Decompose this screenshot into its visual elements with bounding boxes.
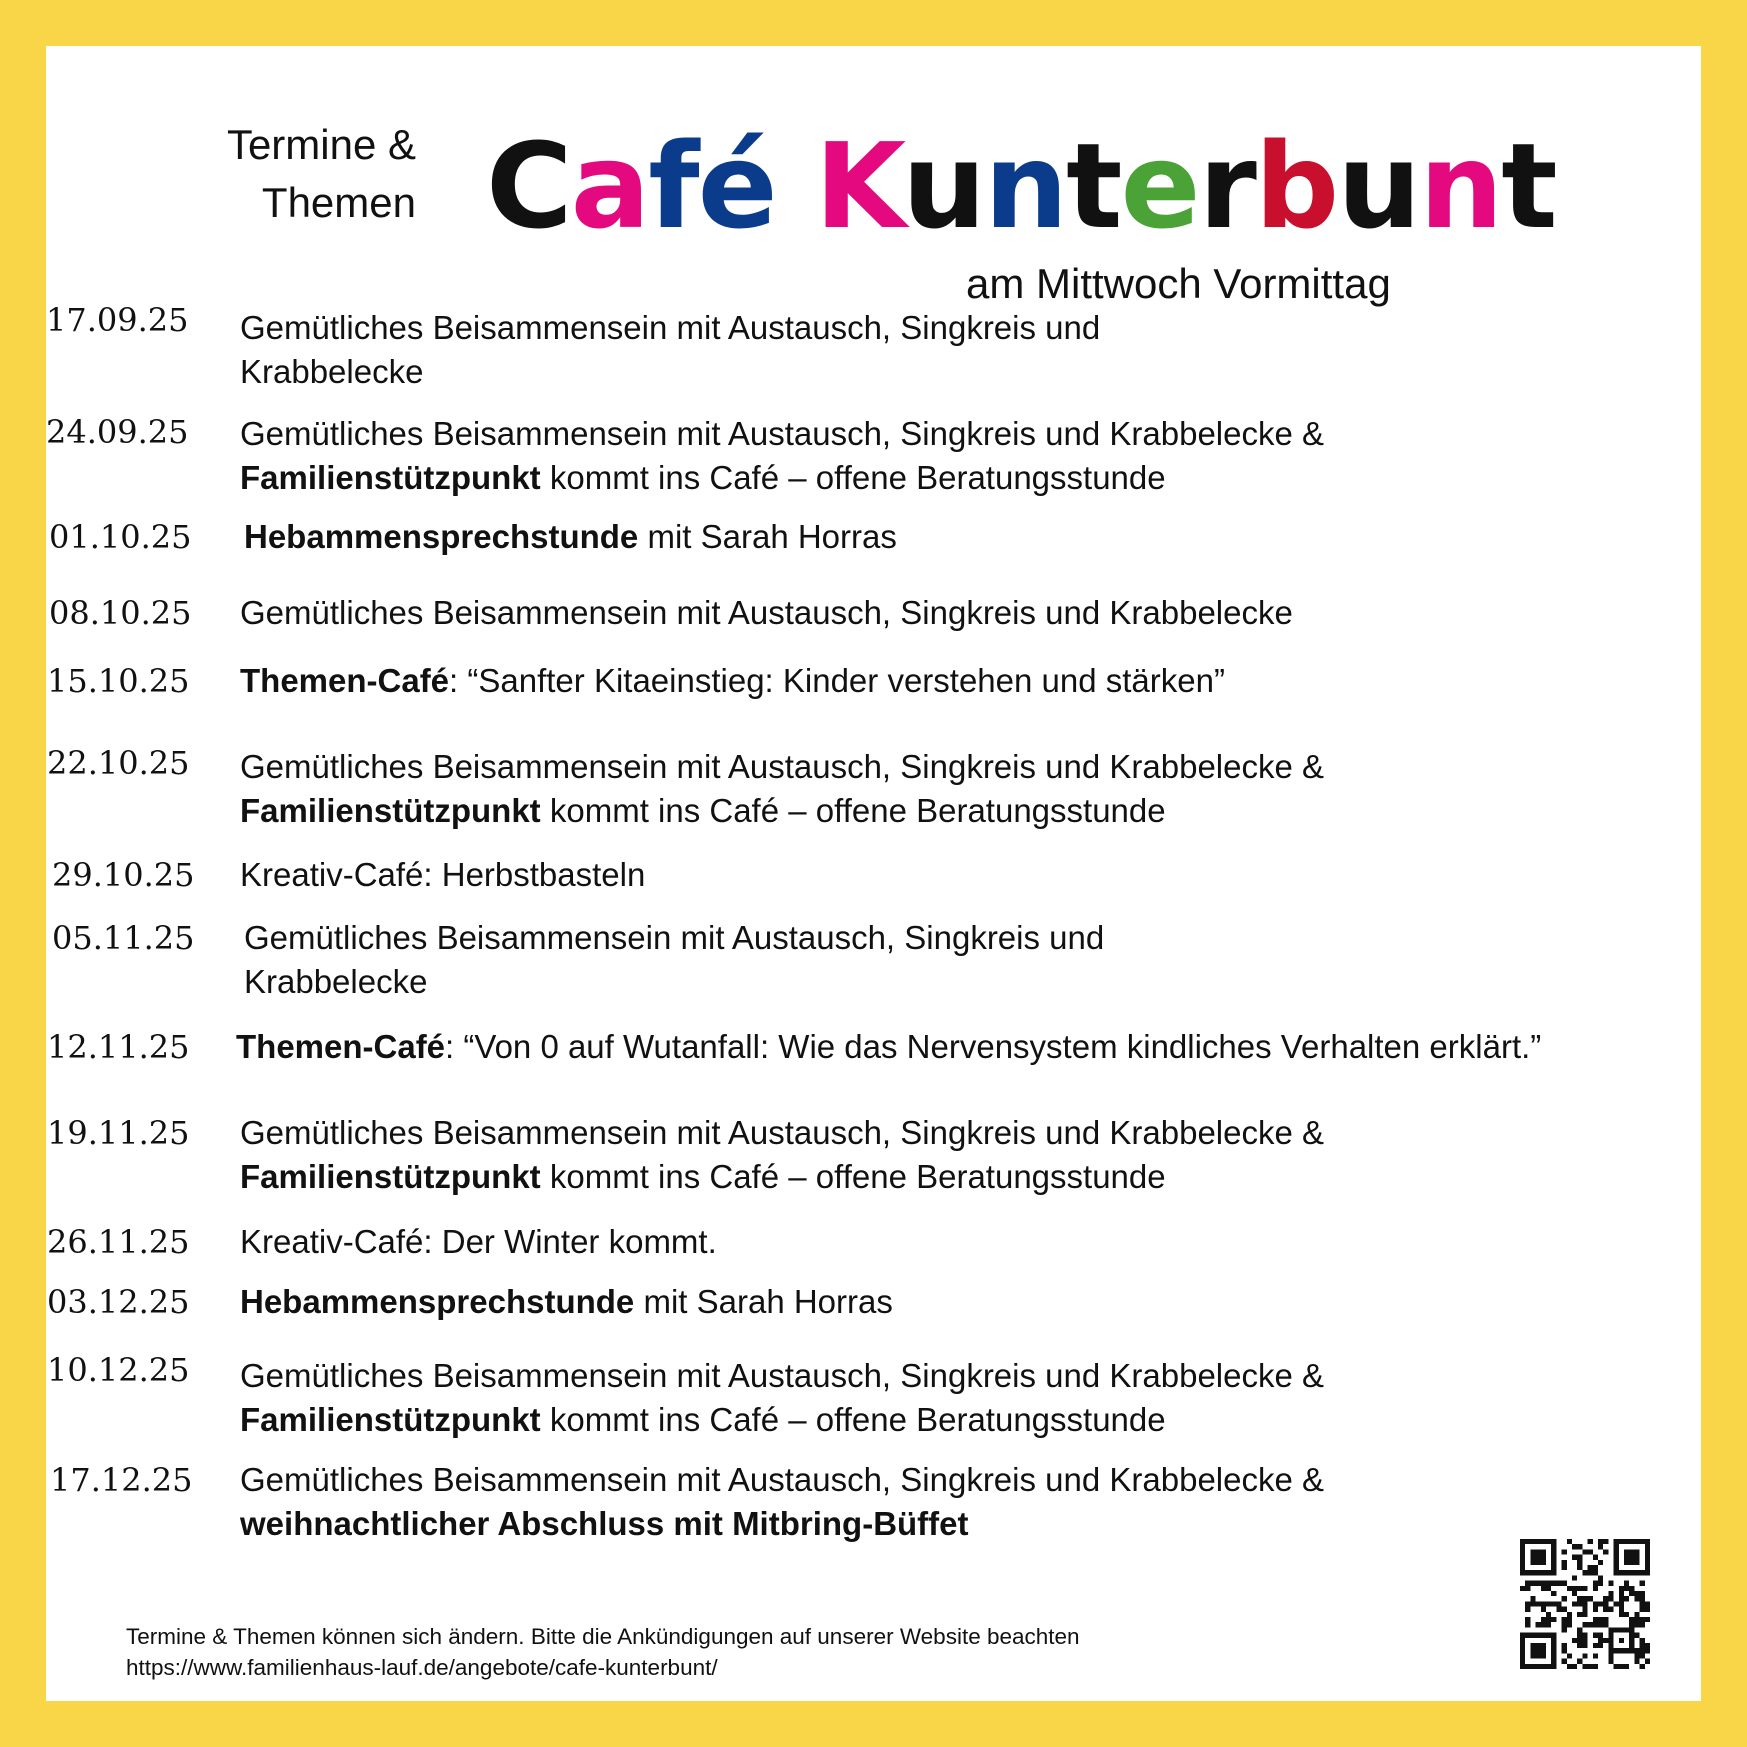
footer	[126, 1621, 1080, 1683]
flyer-card	[46, 46, 1701, 1701]
header-subtitle	[156, 116, 416, 232]
event-text: kommt ins Café – offene Beratungsstunde	[540, 1158, 1166, 1195]
event-description-line-1	[240, 412, 1324, 456]
qr-code-icon	[1520, 1539, 1650, 1669]
event-description-line-1	[240, 659, 1225, 703]
event-date: 05.11.25	[52, 919, 195, 957]
logo-letter: b	[1254, 117, 1338, 255]
event-text: : “Sanfter Kitaeinstieg: Kinder verstehen und stärken”	[449, 662, 1225, 699]
event-highlight: Familienstützpunkt	[240, 1158, 541, 1195]
event-text: kommt ins Café – offene Beratungsstunde	[540, 792, 1166, 829]
event-text: Gemütliches Beisammensein mit Austausch, Singkreis und Krabbelecke	[240, 594, 1293, 631]
event-highlight: weihnachtlicher Abschluss mit Mitbring-Büffet	[240, 1505, 969, 1542]
event-text: kommt ins Café – offene Beratungsstunde	[540, 459, 1166, 496]
event-text: Krabbelecke	[240, 353, 424, 390]
event-description-line-1	[240, 591, 1293, 635]
event-highlight: Hebammensprechstunde	[240, 1283, 635, 1320]
event-description-line-1	[240, 1280, 893, 1324]
event-description-line-2	[244, 960, 427, 1004]
event-highlight: Themen-Café	[236, 1028, 446, 1065]
logo-letter: C	[486, 117, 571, 255]
event-date: 01.10.25	[49, 518, 192, 556]
event-highlight: Hebammensprechstunde	[244, 518, 639, 555]
event-text: Gemütliches Beisammensein mit Austausch, Singkreis und	[240, 309, 1101, 346]
event-date: 29.10.25	[52, 856, 195, 894]
logo-letter: u	[1337, 117, 1420, 255]
event-description-line-2	[240, 456, 1166, 500]
logo-letter: e	[1120, 117, 1199, 255]
event-date: 22.10.25	[47, 744, 190, 782]
event-date: 24.09.25	[46, 413, 189, 451]
event-description-line-1	[236, 1025, 1541, 1069]
event-description-line-1	[240, 1220, 717, 1264]
event-description-line-2	[240, 1398, 1166, 1442]
event-text: Krabbelecke	[244, 963, 428, 1000]
event-highlight: Familienstützpunkt	[240, 459, 541, 496]
logo-letter	[776, 117, 815, 255]
event-date: 17.12.25	[50, 1461, 193, 1499]
event-text: Kreativ-Café: Herbstbasteln	[240, 856, 646, 893]
event-text: Gemütliches Beisammensein mit Austausch, Singkreis und Krabbelecke &	[240, 415, 1325, 452]
event-date: 19.11.25	[47, 1114, 190, 1152]
event-text: Gemütliches Beisammensein mit Austausch, Singkreis und Krabbelecke &	[240, 748, 1325, 785]
event-date: 26.11.25	[47, 1223, 190, 1261]
event-description-line-1	[240, 1458, 1324, 1502]
logo-letter: é	[697, 117, 776, 255]
footer-notice: Termine & Themen können sich ändern. Bitte die Ankündigungen auf unserer Website beachten	[126, 1624, 1080, 1649]
event-description-line-2	[240, 1155, 1166, 1199]
event-description-line-2	[240, 789, 1166, 833]
tagline: am Mittwoch Vormittag	[966, 260, 1391, 307]
event-text: mit Sarah Horras	[638, 518, 897, 555]
event-highlight: Themen-Café	[240, 662, 450, 699]
event-description-line-1	[240, 853, 645, 897]
logo-letter: r	[1198, 117, 1255, 255]
logo-letter: u	[902, 117, 985, 255]
logo-letter: K	[814, 117, 903, 255]
cafe-kunterbunt-logo	[486, 106, 1556, 266]
event-description-line-2	[240, 350, 423, 394]
subtitle-line-2: Themen	[261, 179, 416, 226]
logo-letter: t	[1066, 117, 1121, 255]
event-description-line-1	[244, 515, 897, 559]
event-text: : “Von 0 auf Wutanfall: Wie das Nervensystem kindliches Verhalten erklärt.”	[445, 1028, 1542, 1065]
event-description-line-1	[240, 745, 1324, 789]
event-date: 03.12.25	[47, 1283, 190, 1321]
event-text: Gemütliches Beisammensein mit Austausch, Singkreis und Krabbelecke &	[240, 1357, 1325, 1394]
event-text: Gemütliches Beisammensein mit Austausch, Singkreis und Krabbelecke &	[240, 1114, 1325, 1151]
logo-letter: f	[648, 117, 698, 255]
event-date: 15.10.25	[47, 662, 190, 700]
event-text: Gemütliches Beisammensein mit Austausch, Singkreis und Krabbelecke &	[240, 1461, 1325, 1498]
event-highlight: Familienstützpunkt	[240, 1401, 541, 1438]
event-date: 12.11.25	[47, 1028, 190, 1066]
event-description-line-1	[240, 306, 1100, 350]
event-description-line-2	[240, 1502, 969, 1546]
event-date: 17.09.25	[46, 301, 189, 339]
event-text: kommt ins Café – offene Beratungsstunde	[540, 1401, 1166, 1438]
logo-letter: a	[570, 117, 649, 255]
footer-url[interactable]: https://www.familienhaus-lauf.de/angebote/cafe-kunterbunt/	[126, 1655, 718, 1680]
event-description-line-1	[244, 916, 1104, 960]
event-text: mit Sarah Horras	[634, 1283, 893, 1320]
logo-letter: t	[1501, 117, 1556, 255]
event-date: 08.10.25	[49, 594, 192, 632]
event-text: Gemütliches Beisammensein mit Austausch, Singkreis und	[244, 919, 1105, 956]
event-description-line-1	[240, 1111, 1324, 1155]
event-description-line-1	[240, 1354, 1324, 1398]
event-date: 10.12.25	[47, 1351, 190, 1389]
event-highlight: Familienstützpunkt	[240, 792, 541, 829]
logo-letter: n	[1419, 117, 1502, 255]
event-text: Kreativ-Café: Der Winter kommt.	[240, 1223, 717, 1260]
subtitle-line-1: Termine &	[226, 121, 416, 168]
logo-letter: n	[984, 117, 1067, 255]
